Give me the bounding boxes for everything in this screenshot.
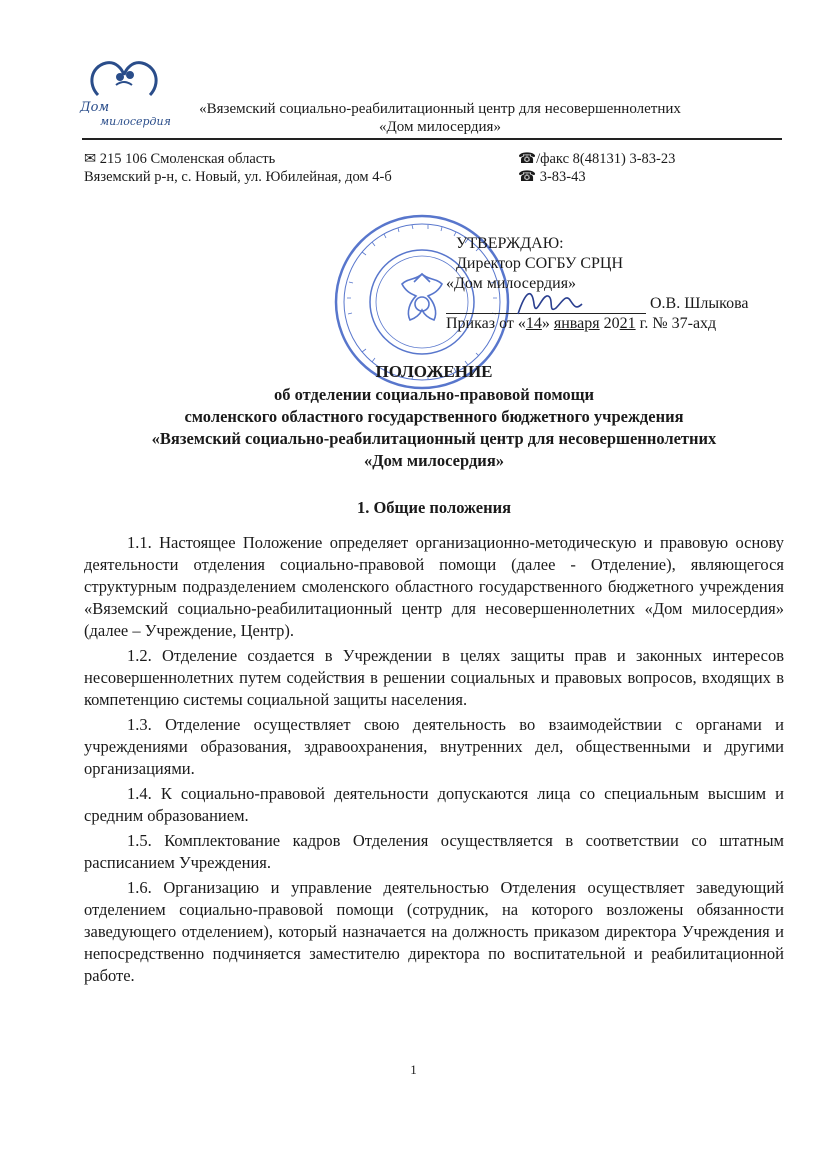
approval-position: Директор СОГБУ СРЦН <box>456 255 624 272</box>
signer-name: О.В. Шлыкова <box>650 295 749 312</box>
approval-block <box>446 234 776 334</box>
paragraph: 1.1. Настоящее Положение определяет организационно-методическую и правовую основу деятельности отделения социально-правовой помощи (далее - Отделение), являющегося структурным подразделением смоленского областного государственного бюджетного учреждения «Вяземский социально-реабилитационный центр для несовершеннолетних «Дом милосердия» (далее – Учреждение, Центр). <box>84 533 784 640</box>
section-title: 1. Общие положения <box>356 498 512 517</box>
order-month: января <box>553 315 600 332</box>
approval-heading: УТВЕРЖДАЮ: <box>456 235 564 252</box>
page-number: 1 <box>410 1062 417 1077</box>
telephone-icon: ☎ <box>518 169 537 185</box>
order-reference: Приказ от «14» января 2021 г. № 37-ахд <box>446 315 717 332</box>
address-block <box>84 150 392 186</box>
telephone-icon: ☎ <box>518 151 537 167</box>
paragraph: 1.4. К социально-правовой деятельности допускаются лица со специальным высшим и средним образованием. <box>84 784 784 825</box>
address-line2: Вяземский р-н, с. Новый, ул. Юбилейная, дом 4-б <box>84 169 392 185</box>
organization-name <box>140 100 740 136</box>
logo-text-line1: Дом <box>80 100 110 115</box>
order-year: 21 <box>619 315 636 332</box>
subtitle-line1: об отделении социально-правовой помощи <box>273 385 595 404</box>
paragraph: 1.3. Отделение осуществляет свою деятельность во взаимодействии с органами и учреждениями образования, здравоохранения, внутренних дел, общественными и другими организациями. <box>84 715 784 778</box>
subtitle-line3: «Вяземский социально-реабилитационный центр для несовершеннолетних <box>151 429 717 448</box>
envelope-icon: ✉ <box>84 151 97 167</box>
subtitle-line4: «Дом милосердия» <box>364 451 504 470</box>
organization-name-line1: «Вяземский социально-реабилитационный центр для несовершеннолетних <box>199 101 681 117</box>
handwritten-signature <box>514 284 584 324</box>
subtitle-line2: смоленского областного государственного бюджетного учреждения <box>184 407 684 426</box>
paragraph: 1.5. Комплектование кадров Отделения осуществляется в соответствии со штатным расписанием Учреждения. <box>84 831 784 872</box>
phone-line1: /факс 8(48131) 3-83-23 <box>536 151 676 167</box>
phone-block <box>518 150 675 186</box>
organization-name-line2: «Дом милосердия» <box>379 119 501 135</box>
logo-text-line2: милосердия <box>100 115 171 128</box>
address-line1: 215 106 Смоленская область <box>99 151 276 167</box>
order-day: 14 <box>525 315 542 332</box>
document-subtitle <box>84 384 784 472</box>
signature-row <box>446 294 776 314</box>
document-title: ПОЛОЖЕНИЕ <box>375 362 493 381</box>
paragraph: 1.2. Отделение создается в Учреждении в целях защиты прав и законных интересов несовершеннолетних путем содействия в решении социальных и правовых вопросов, входящих в компетенцию системы социальной защиты населения. <box>84 646 784 709</box>
approval-institution: «Дом милосердия» <box>446 275 577 292</box>
heart-hands-icon <box>80 55 180 99</box>
paragraph: 1.6. Организацию и управление деятельностью Отделения осуществляет заведующий отделением социально-правовой помощи (сотрудник, на которого возложены обязанности заведующего отделением), который назначается на должность приказом директора Учреждения и непосредственно подчиняется заместителю директора по воспитательной и реабилитационной работе. <box>84 878 784 985</box>
document-body <box>84 532 784 990</box>
phone-line2: 3-83-43 <box>539 169 586 185</box>
header-divider <box>82 138 782 140</box>
